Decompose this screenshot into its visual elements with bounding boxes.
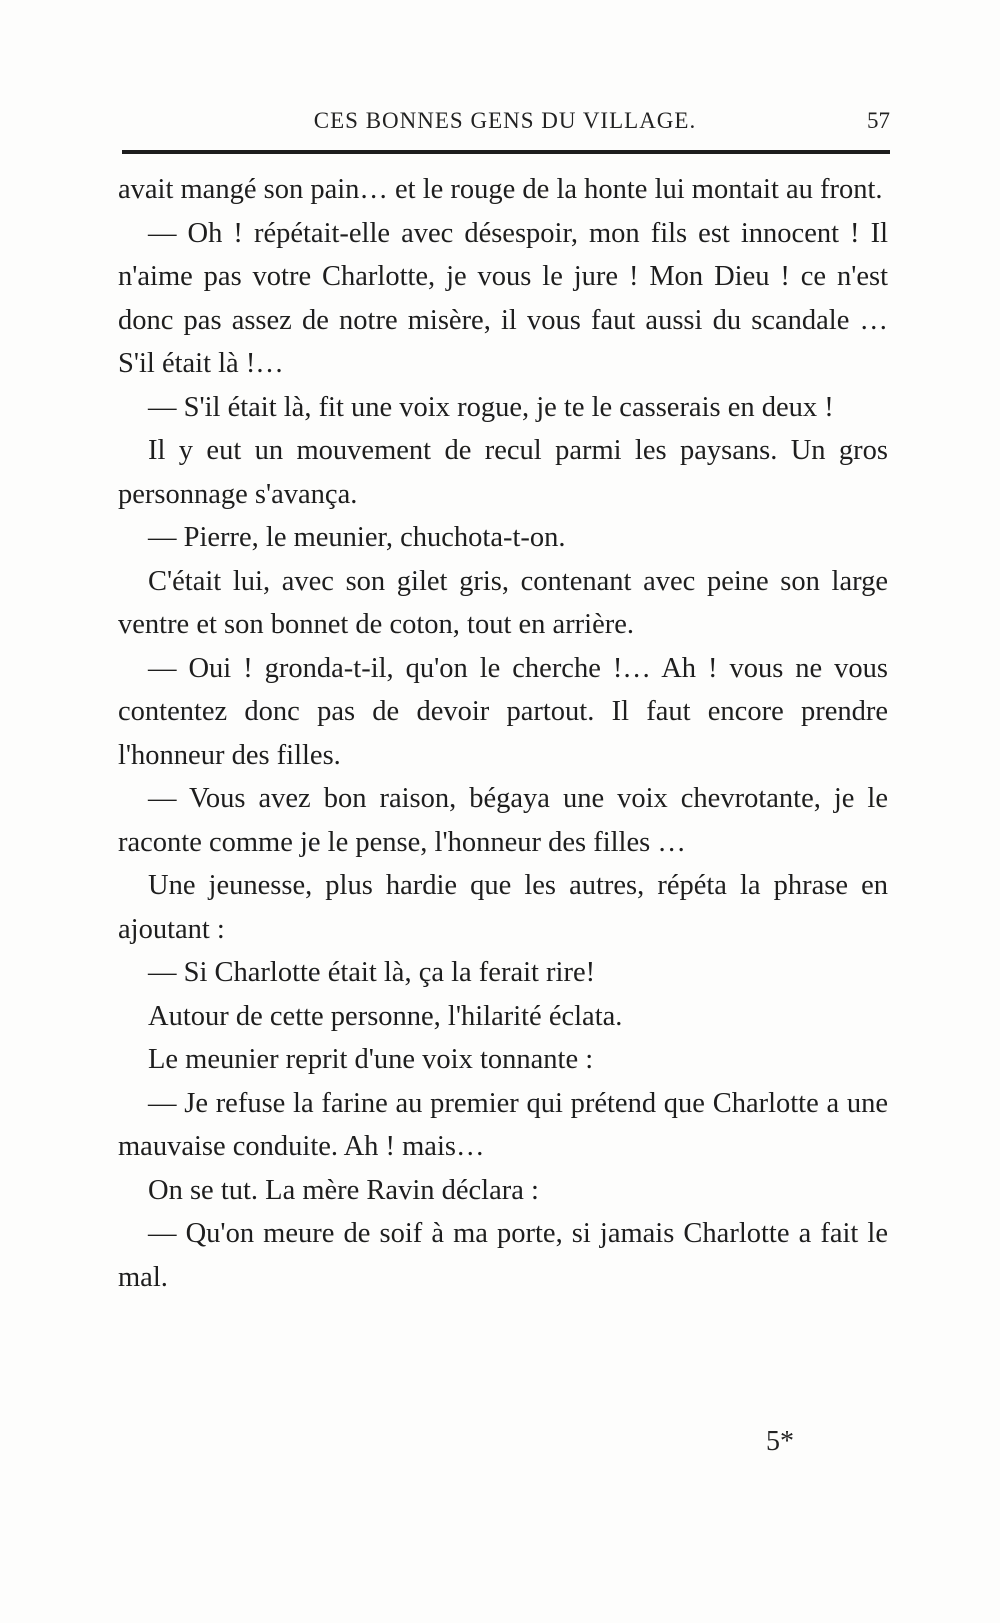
- running-title: CES BONNES GENS DU VILLAGE.: [313, 108, 697, 133]
- header-rule: [122, 150, 890, 154]
- paragraph: — Si Charlotte était là, ça la ferait rire!: [148, 957, 596, 988]
- paragraph: On se tut. La mère Ravin déclara :: [148, 1174, 539, 1206]
- paragraph: Le meunier reprit d'une voix tonnante :: [148, 1044, 594, 1075]
- paragraph: Il y eut un mouvement de recul parmi les paysans. Un gros personnage s'avança.: [118, 435, 888, 510]
- paragraph: — Oui ! gronda-t-il, qu'on le cherche !… Ah ! vous ne vous contentez donc pas de devoir partout. Il faut encore prendre l'honneur des filles.: [118, 652, 888, 771]
- paragraph: avait mangé son pain… et le rouge de la honte lui montait au front.: [118, 174, 883, 205]
- signature-mark: 5*: [766, 1426, 794, 1457]
- body-text: [118, 168, 888, 1299]
- paragraph: — Qu'on meure de soif à ma porte, si jamais Charlotte a fait le mal.: [118, 1218, 888, 1293]
- paragraph: C'était lui, avec son gilet gris, contenant avec peine son large ventre et son bonnet de coton, tout en arrière.: [118, 565, 888, 640]
- paragraph: — Je refuse la farine au premier qui prétend que Charlotte a une mauvaise conduite. Ah ! mais…: [118, 1087, 888, 1162]
- paragraph: — Oh ! répétait-elle avec désespoir, mon fils est innocent ! Il n'aime pas votre Charlotte, je vous le jure ! Mon Dieu ! ce n'est donc pas assez de notre misère, il vous faut aussi du scandale … S'il était là !…: [118, 217, 888, 379]
- paragraph: — Pierre, le meunier, chuchota-t-on.: [148, 522, 566, 553]
- page-header: [120, 108, 890, 144]
- page-number: 57: [867, 108, 890, 133]
- paragraph: Autour de cette personne, l'hilarité éclata.: [148, 1000, 623, 1032]
- paragraph: Une jeunesse, plus hardie que les autres, répéta la phrase en ajoutant :: [118, 870, 888, 945]
- paragraph: — S'il était là, fit une voix rogue, je te le casserais en deux !: [148, 391, 834, 423]
- paragraph: — Vous avez bon raison, bégaya une voix chevrotante, je le raconte comme je le pense, l'honneur des filles …: [118, 783, 888, 858]
